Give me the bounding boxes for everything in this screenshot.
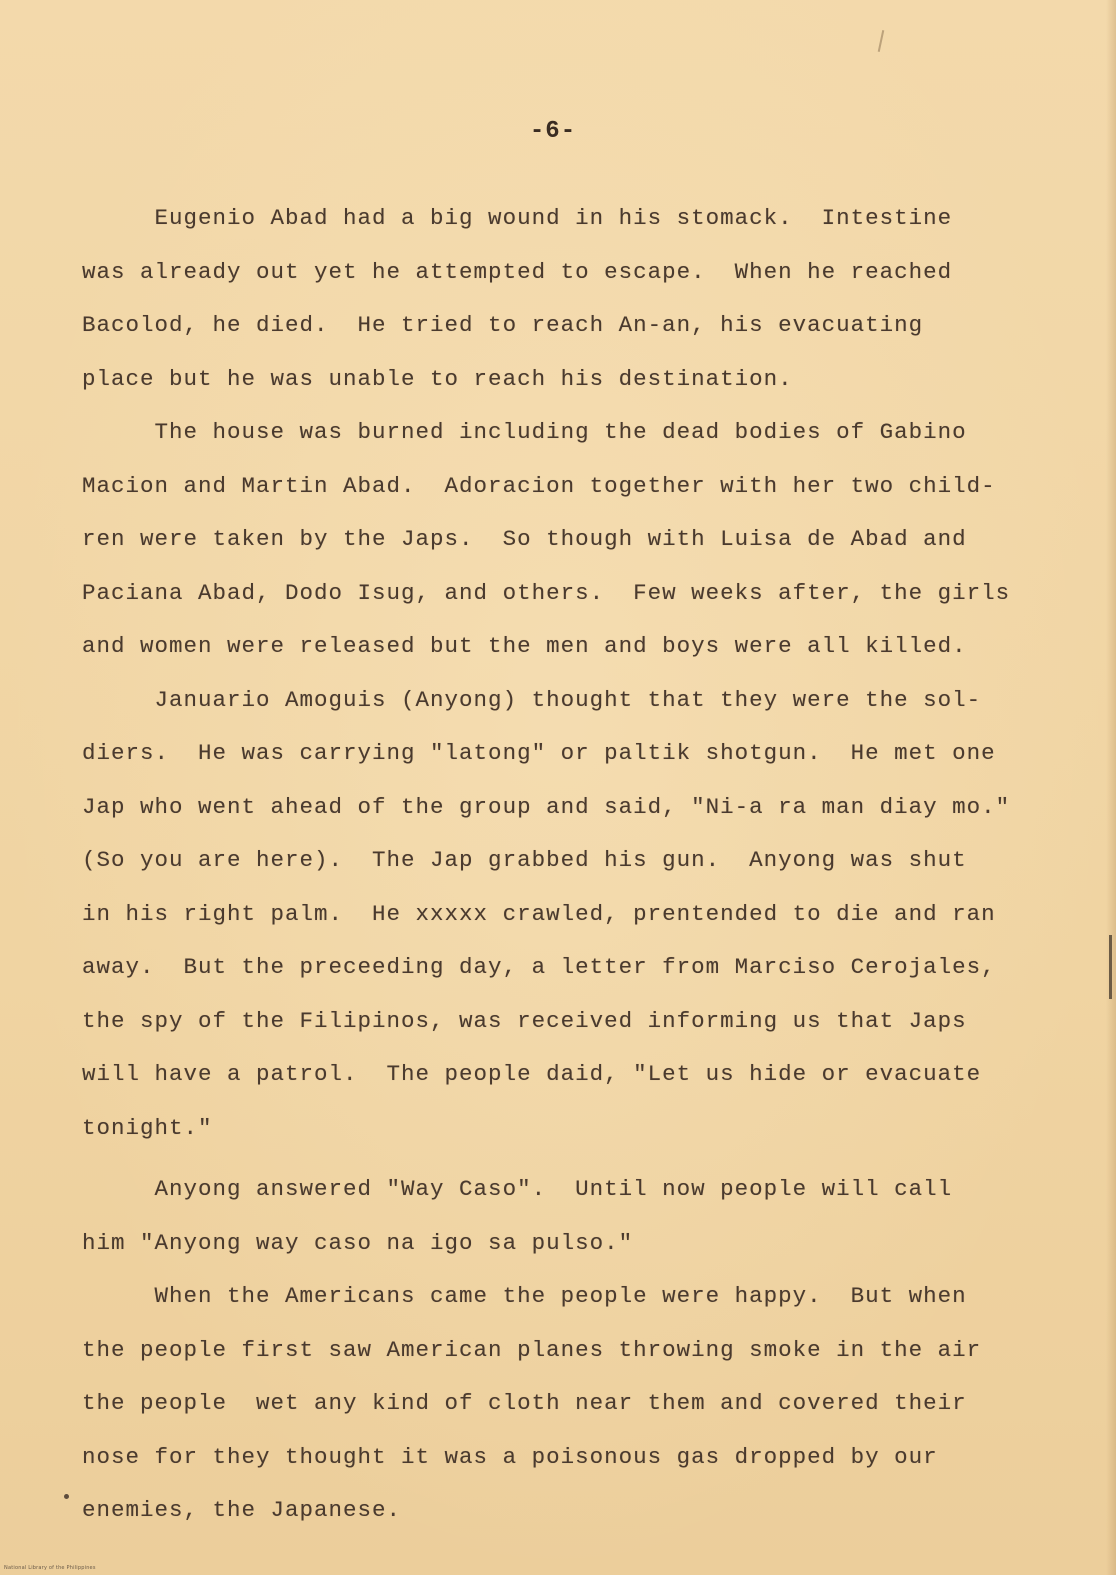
text-line: away. But the preceeding day, a letter from Marciso Cerojales, <box>82 954 996 980</box>
text-line: Paciana Abad, Dodo Isug, and others. Few weeks after, the girls <box>82 579 1011 606</box>
margin-mark <box>1109 935 1112 999</box>
text-line: Macion and Martin Abad. Adoracion together with her two child- <box>82 472 996 499</box>
paragraph <box>82 1270 1057 1538</box>
text-line: and women were released but the men and boys were all killed. <box>82 633 967 659</box>
page-edge-shadow <box>1106 0 1116 1575</box>
text-line: Anyong answered "Way Caso". Until now people will call <box>82 1176 953 1202</box>
text-line: Jap who went ahead of the group and said, "Ni-a ra man diay mo." <box>82 793 1011 820</box>
footer-stamp: National Library of the Philippines <box>4 1565 96 1571</box>
text-line: nose for they thought it was a poisonous gas dropped by our <box>82 1443 938 1470</box>
text-line: the spy of the Filipinos, was received informing us that Japs <box>82 1007 967 1034</box>
paragraph <box>82 674 1057 1156</box>
text-line: him "Anyong way caso na igo sa pulso." <box>82 1229 634 1256</box>
text-line: will have a patrol. The people daid, "Let us hide or evacuate <box>82 1061 982 1087</box>
paragraph-gap <box>82 1155 1057 1163</box>
ink-dot <box>64 1494 69 1499</box>
pencil-mark <box>878 30 885 52</box>
text-line: Eugenio Abad had a big wound in his stomack. Intestine <box>82 205 953 231</box>
page-number: -6- <box>529 118 577 145</box>
text-line: Januario Amoguis (Anyong) thought that they were the sol- <box>82 686 982 713</box>
typewritten-body <box>82 192 1057 1538</box>
paragraph <box>82 1163 1057 1270</box>
text-line: place but he was unable to reach his destination. <box>82 365 793 392</box>
text-line: enemies, the Japanese. <box>82 1497 402 1523</box>
text-line: Bacolod, he died. He tried to reach An-an, his evacuating <box>82 312 924 338</box>
paragraph <box>82 406 1057 674</box>
text-line: was already out yet he attempted to escape. When he reached <box>82 258 953 285</box>
text-line: in his right palm. He xxxxx crawled, prentended to die and ran <box>82 900 996 927</box>
text-line: tonight." <box>82 1114 213 1141</box>
text-line: The house was burned including the dead bodies of Gabino <box>82 419 967 445</box>
text-line: When the Americans came the people were happy. But when <box>82 1283 967 1309</box>
text-line: the people first saw American planes throwing smoke in the air <box>82 1336 982 1363</box>
text-line: (So you are here). The Jap grabbed his gun. Anyong was shut <box>82 847 967 873</box>
paragraph <box>82 192 1057 406</box>
text-line: ren were taken by the Japs. So though with Luisa de Abad and <box>82 526 967 552</box>
text-line: diers. He was carrying "latong" or paltik shotgun. He met one <box>82 740 996 766</box>
text-line: the people wet any kind of cloth near them and covered their <box>82 1390 967 1416</box>
